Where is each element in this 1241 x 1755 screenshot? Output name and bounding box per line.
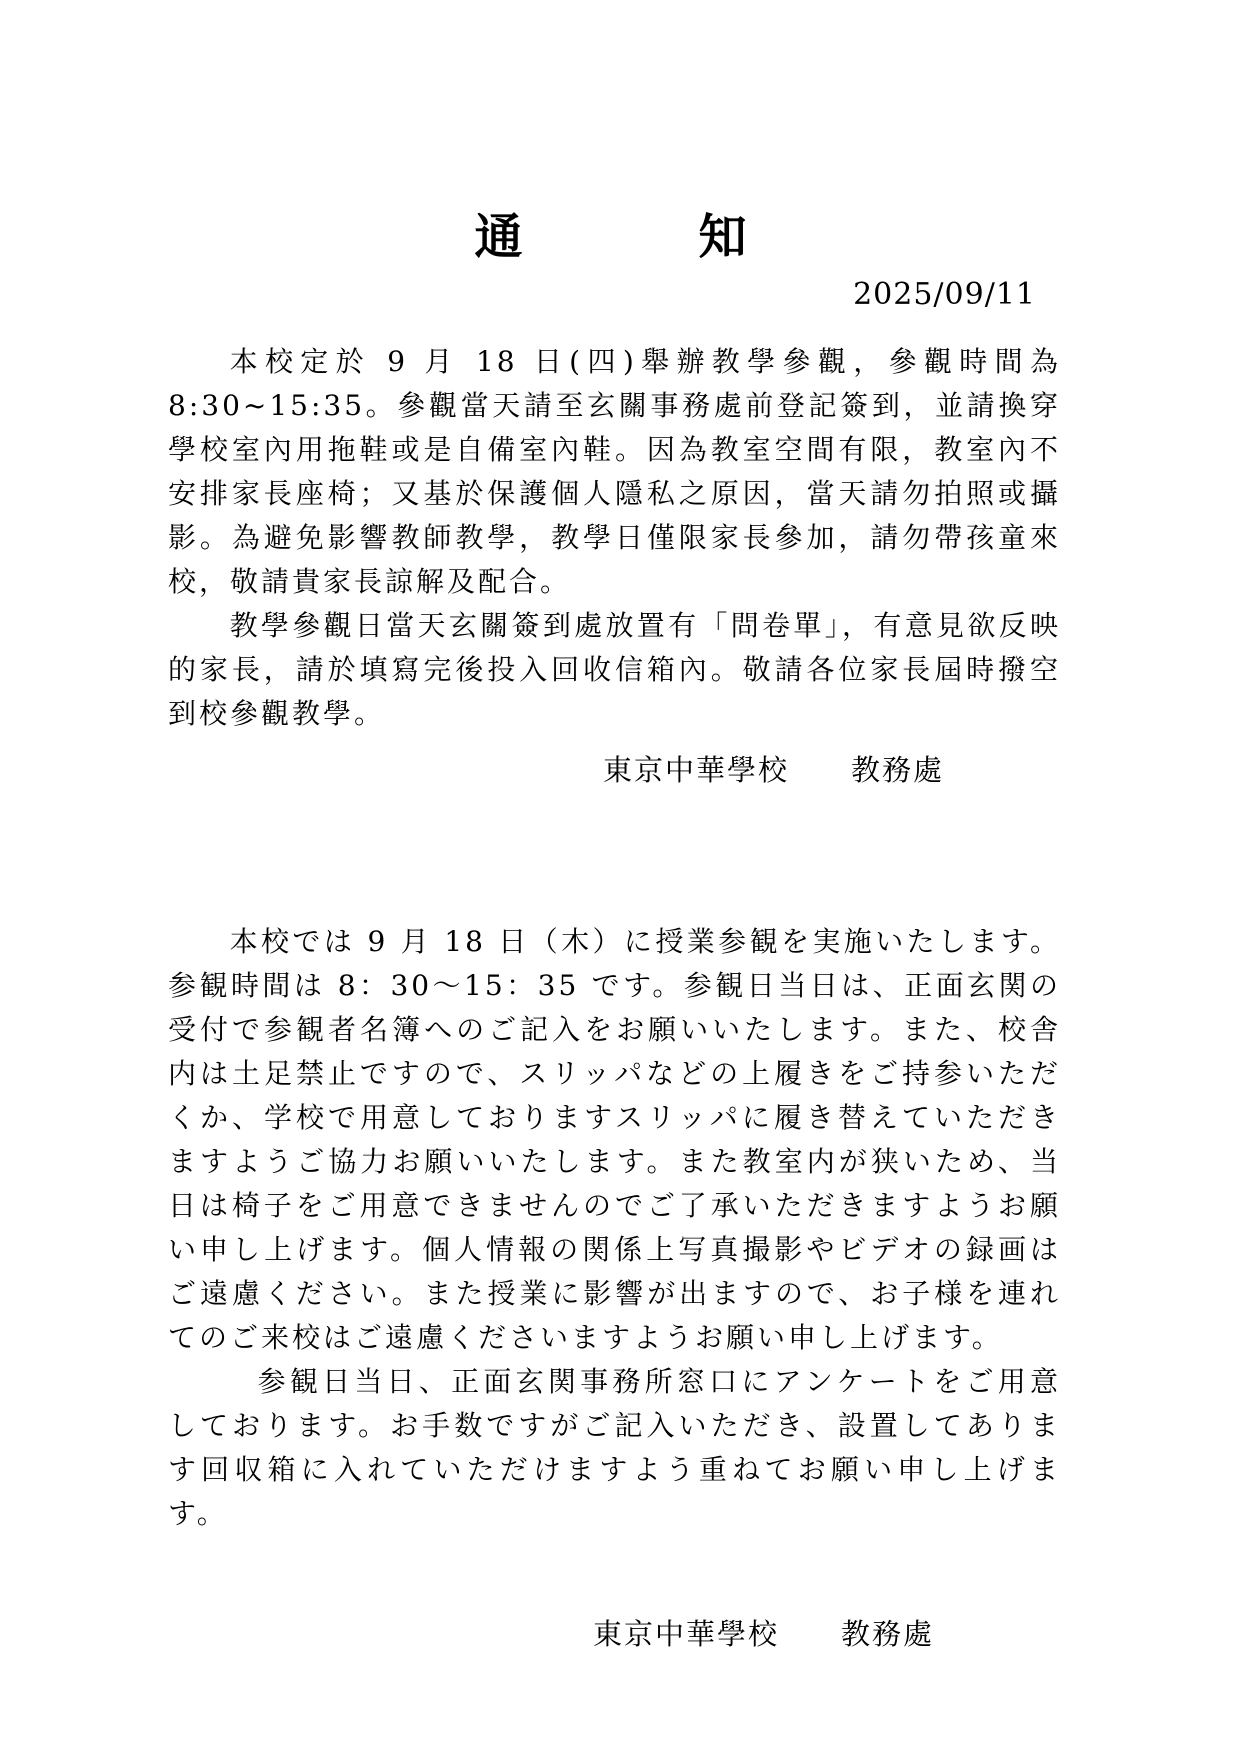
- japanese-section: [168, 920, 1061, 1656]
- document-body: [168, 0, 1061, 1656]
- japanese-paragraph-1: 本校では 9 月 18 日（木）に授業参観を実施いたします。参観時間は 8：30～15：35 です。参観日当日は、正面玄関の受付で参観者名簿へのご記入をお願いいたします。また、校舎内は土足禁止ですので、スリッパなどの上履きをご持参いただくか、学校で用意しておりますスリッパに履き替えていただきますようご協力お願いいたします。また教室内が狭いため、当日は椅子をご用意できませんのでご了承いただきますようお願い申し上げます。個人情報の関係上写真撮影やビデオの録画はご遠慮ください。また授業に影響が出ますので、お子様を連れてのご来校はご遠慮くださいますようお願い申し上げます。: [168, 925, 1061, 1354]
- japanese-paragraph-2: 参観日当日、正面玄関事務所窓口にアンケートをご用意しております。お手数ですがご記入いただき、設置してあります回収箱に入れていただけますよう重ねてお願い申し上げます。: [168, 1365, 1061, 1530]
- chinese-paragraph-2: 教學參觀日當天玄關簽到處放置有「問卷單」，有意見欲反映的家長，請於填寫完後投入回收信箱內。敬請各位家長屆時撥空到校參觀教學。: [168, 609, 1061, 730]
- chinese-paragraph-1: 本校定於 9 月 18 日(四)舉辦教學參觀，參觀時間為 8:30~15:35。參觀當天請至玄關事務處前登記簽到，並請換穿學校室內用拖鞋或是自備室內鞋。因為教室空間有限，教室內不安排家長座椅；又基於保護個人隱私之原因，當天請勿拍照或攝影。為避免影響教師教學，教學日僅限家長參加，請勿帶孩童來校，敬請貴家長諒解及配合。: [168, 345, 1061, 598]
- chinese-section: [168, 340, 1061, 792]
- chinese-signature: 東京中華學校 教務處: [603, 753, 945, 787]
- japanese-signature: 東京中華學校 教務處: [593, 1617, 935, 1651]
- notice-title: 通 知: [474, 209, 755, 265]
- notice-date: 2025/09/11: [853, 277, 1036, 312]
